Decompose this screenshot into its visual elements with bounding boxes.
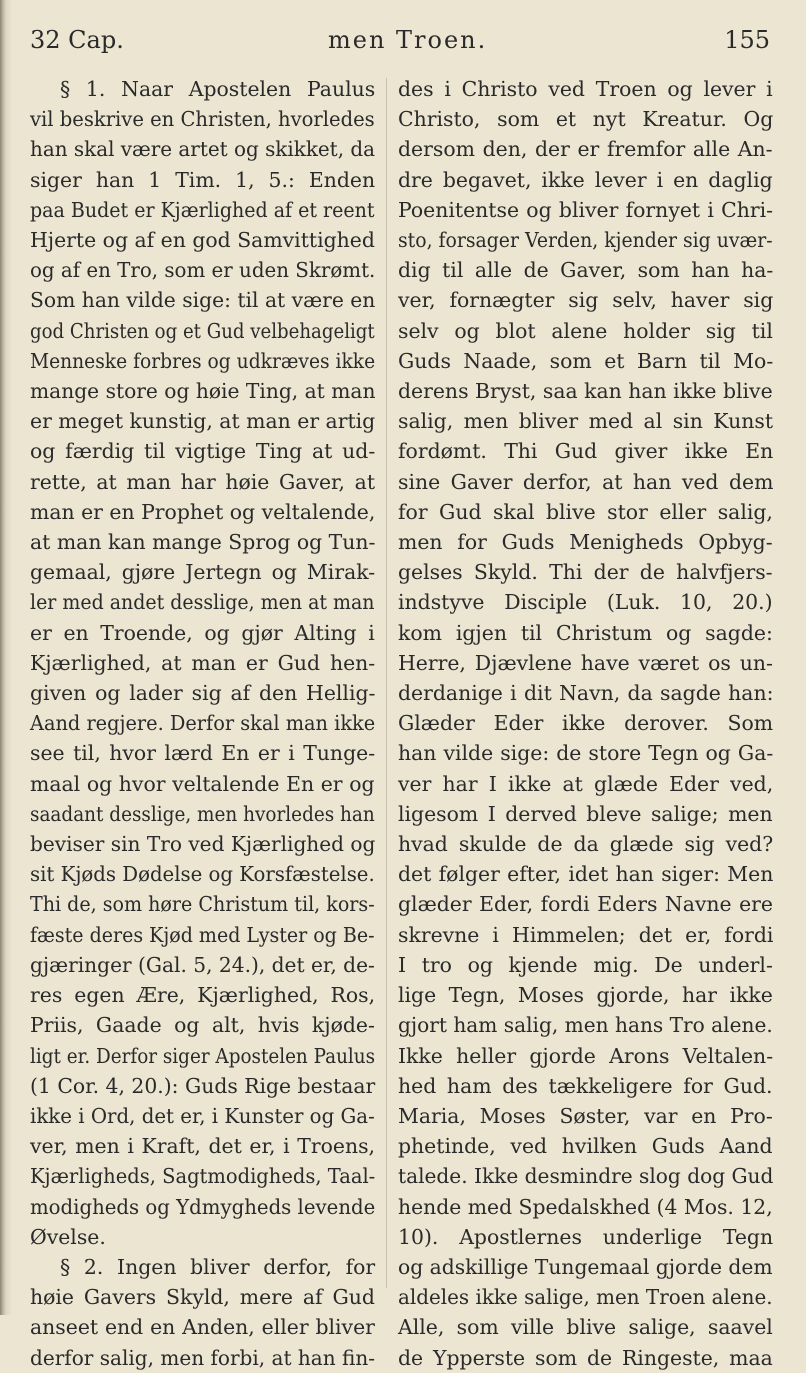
text-line: phetinde, ved hvilken Guds Aand	[398, 1134, 773, 1159]
text-line: talede. Ikke desmindre slog dog Gud	[398, 1164, 774, 1189]
text-line: Glæder Eder ikke derover. Som	[398, 711, 774, 736]
text-line: saadant desslige, men hvorledes han	[30, 801, 375, 826]
text-line: man er en Prophet og veltalende,	[30, 499, 376, 524]
text-line: Ikke heller gjorde Arons Veltalen-	[398, 1043, 774, 1068]
text-line: siger han 1 Tim. 1, 5.: Enden	[30, 167, 376, 192]
text-line: dersom den, der er fremfor alle An-	[398, 137, 773, 162]
text-line: gemaal, gjøre Jertegn og Mirak-	[30, 560, 376, 585]
text-line: Som han vilde sige: til at være en	[30, 288, 376, 313]
text-line: res egen Ære, Kjærlighed, Ros,	[30, 983, 376, 1008]
text-line: sine Gaver derfor, at han ved dem	[398, 469, 774, 494]
text-line: Thi de, som høre Christum til, kors-	[30, 892, 375, 917]
text-line: derfor salig, men forbi, at han fin-	[30, 1345, 376, 1370]
text-line: lige Tegn, Moses gjorde, har ikke	[398, 983, 773, 1008]
text-line: vil beskrive en Christen, hvorledes	[30, 107, 375, 132]
text-line: er en Troende, og gjør Alting i	[30, 620, 375, 645]
text-line: Menneske forbres og udkræves ikke	[30, 348, 376, 373]
text-line: Alle, som ville blive salige, saavel	[398, 1315, 773, 1340]
text-line: kom igjen til Christum og sagde:	[398, 620, 773, 645]
text-line: hvad skulde de da glæde sig ved?	[398, 832, 774, 857]
right-column	[398, 74, 774, 1370]
header-chapter: 32 Cap.	[30, 26, 124, 54]
text-line: see til, hvor lærd En er i Tunge-	[30, 741, 376, 766]
text-line: Kjærligheds, Sagtmodigheds, Taal-	[30, 1164, 376, 1189]
text-line: fordømt. Thi Gud giver ikke En	[398, 439, 774, 464]
page-binding-edge	[0, 0, 12, 1315]
text-line: ver har I ikke at glæde Eder ved,	[398, 771, 774, 796]
text-line: modigheds og Ydmygheds levende	[30, 1194, 376, 1219]
text-line: Hjerte og af en god Samvittighed	[30, 228, 375, 253]
text-line: derens Bryst, saa kan han ikke blive	[398, 379, 773, 404]
text-line: ler med andet desslige, men at man	[30, 590, 375, 615]
text-line: § 2. Ingen bliver derfor, for	[60, 1254, 376, 1279]
text-line: for Gud skal blive stor eller salig,	[398, 499, 773, 524]
text-line: Øvelse.	[30, 1224, 106, 1249]
text-line: given og lader sig af den Hellig-	[30, 681, 376, 706]
text-line: han skal være artet og skikket, da	[30, 137, 376, 162]
text-line: og færdig til vigtige Ting at ud-	[30, 439, 376, 464]
text-line: ver, fornægter sig selv, haver sig	[398, 288, 774, 313]
text-line: Priis, Gaade og alt, hvis kjøde-	[30, 1013, 375, 1038]
page-number: 155	[724, 26, 770, 54]
text-line: god Christen og et Gud velbehageligt	[30, 318, 375, 343]
text-line: Herre, Djævlene have været os un-	[398, 650, 773, 675]
text-line: paa Budet er Kjærlighed af et reent	[30, 197, 375, 222]
text-line: I tro og kjende mig. De underl-	[398, 952, 773, 977]
text-line: Aand regjere. Derfor skal man ikke	[30, 711, 376, 736]
text-line: indstyve Disciple (Luk. 10, 20.)	[398, 590, 773, 615]
text-line: ikke i Ord, det er, i Kunster og Ga-	[30, 1103, 375, 1128]
text-line: gelses Skyld. Thi der de halvfjers-	[398, 560, 773, 585]
text-line: dre begavet, ikke lever i en daglig	[398, 167, 773, 192]
text-line: hende med Spedalskhed (4 Mos. 12,	[398, 1194, 773, 1219]
text-line: hed ham des tækkeligere for Gud.	[398, 1073, 773, 1098]
text-line: de Ypperste som de Ringeste, maa	[398, 1345, 773, 1370]
text-line: og af en Tro, som er uden Skrømt.	[30, 258, 376, 283]
text-line: glæder Eder, fordi Eders Navne ere	[398, 892, 773, 917]
text-line: Poenitentse og bliver fornyet i Chri-	[398, 197, 774, 222]
text-line: han vilde sige: de store Tegn og Ga-	[398, 741, 774, 766]
text-line: høie Gavers Skyld, mere af Gud	[30, 1285, 375, 1310]
text-line: Christo, som et nyt Kreatur. Og	[398, 107, 774, 132]
text-line: skrevne i Himmelen; det er, fordi	[398, 922, 774, 947]
text-line: 10). Apostlernes underlige Tegn	[398, 1224, 774, 1249]
text-line: des i Christo ved Troen og lever i	[398, 77, 773, 101]
text-line: Kjærlighed, at man er Gud hen-	[30, 650, 376, 675]
text-line: mange store og høie Ting, at man	[30, 379, 376, 404]
text-line: Guds Naade, som et Barn til Mo-	[398, 348, 774, 373]
header-title: men Troen.	[328, 26, 488, 54]
text-line: rette, at man har høie Gaver, at	[30, 469, 376, 494]
text-line: sit Kjøds Dødelse og Korsfæstelse.	[30, 862, 375, 887]
text-line: aldeles ikke salige, men Troen alene.	[398, 1285, 773, 1310]
text-line: selv og blot alene holder sig til	[398, 318, 773, 343]
running-header	[18, 22, 788, 62]
text-line: at man kan mange Sprog og Tun-	[30, 530, 376, 555]
text-line: er meget kunstig, at man er artig	[30, 409, 376, 434]
text-line: beviser sin Tro ved Kjærlighed og	[30, 832, 376, 857]
text-line: (1 Cor. 4, 20.): Guds Rige bestaar	[30, 1073, 376, 1098]
text-line: maal og hvor veltalende En er og	[30, 771, 375, 796]
text-line: gjæringer (Gal. 5, 24.), det er, de-	[30, 952, 375, 977]
left-column	[30, 74, 376, 1370]
text-line: sto, forsager Verden, kjender sig uvær-	[398, 228, 773, 253]
text-line: Maria, Moses Søster, var en Pro-	[398, 1103, 773, 1128]
text-line: og adskillige Tungemaal gjorde dem	[398, 1254, 773, 1279]
text-line: anseet end en Anden, eller bliver	[30, 1315, 375, 1340]
column-divider	[386, 78, 387, 1288]
text-line: men for Guds Menigheds Opbyg-	[398, 530, 773, 555]
text-line: salig, men bliver med al sin Kunst	[398, 409, 774, 434]
text-line: § 1. Naar Apostelen Paulus	[60, 77, 376, 101]
text-line: derdanige i dit Navn, da sagde han:	[398, 681, 774, 706]
text-line: fæste deres Kjød med Lyster og Be-	[30, 922, 375, 947]
text-line: ver, men i Kraft, det er, i Troens,	[30, 1134, 376, 1159]
text-line: gjort ham salig, men hans Tro alene.	[398, 1013, 773, 1038]
text-line: ligesom I derved bleve salige; men	[398, 801, 773, 826]
text-line: ligt er. Derfor siger Apostelen Paulus	[30, 1043, 376, 1068]
text-line: dig til alle de Gaver, som han ha-	[398, 258, 774, 283]
text-line: det følger efter, idet han siger: Men	[398, 862, 774, 887]
